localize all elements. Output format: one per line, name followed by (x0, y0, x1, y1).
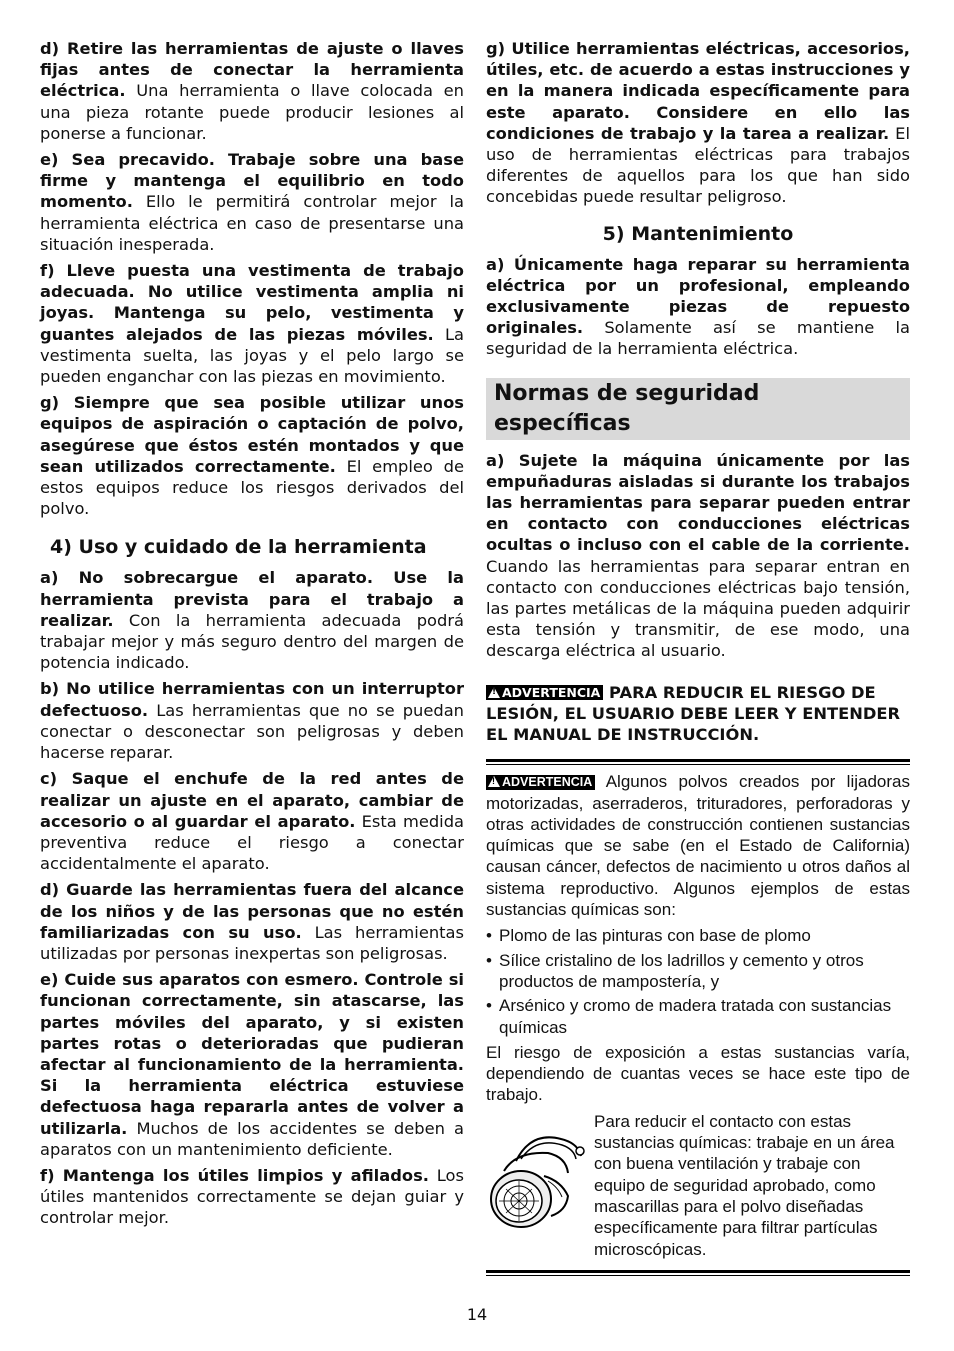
warning-chemicals-block (486, 771, 910, 1260)
item-5a: a) Únicamente haga reparar su herramienta eléctrica por un profesional, empleando exclusivamente piezas de repuesto originales. Solamente así se mantiene la seguridad de la herramienta eléctrica. (486, 254, 910, 359)
section-heading-4: 4) Uso y cuidado de la herramienta (50, 536, 427, 559)
item-4f: f) Mantenga los útiles limpios y afilados. Los útiles mantenidos correctamente se dejan guiar y controlar mejor. (40, 1165, 464, 1228)
warning-badge: !ADVERTENCIA (486, 685, 603, 700)
left-column (40, 38, 464, 1234)
divider-bottom-thin (486, 1275, 910, 1276)
divider-thin (486, 764, 910, 765)
section-heading-5: 5) Mantenimiento (602, 222, 794, 245)
item-specific-a: a) Sujete la máquina únicamente por las empuñaduras aisladas si durante los trabajos las herramientas para separar pueden entrar en contacto con conducciones eléctricas ocultas o incluso con el cable de la corriente. Cuando las herramientas para separar entran en contacto con conducciones eléctricas bajo tensión, las partes metálicas de la máquina pueden adquirir esta tensión y transmitir, de ese modo, una descarga eléctrica al usuario. (486, 450, 910, 661)
chemical-list (486, 925, 910, 1037)
item-4c: c) Saque el enchufe de la red antes de realizar un ajuste en el aparato, cambiar de accesorio o al guardar el aparato. Esta medida preventiva reduce el riesgo a conectar accidentalmente el aparato. (40, 769, 465, 874)
mask-instructions: Para reducir el contacto con estas sustancias químicas: trabaje en un área con buena ventilación y trabaje con equipo de seguridad aprobado, como mascarillas para el polvo diseñadas específicamente para filtrar partículas microscópicas. (594, 1111, 895, 1259)
divider-thick (486, 759, 910, 762)
item-f-vestimenta: f) Lleve puesta una vestimenta de trabajo adecuada. No utilice vestimenta amplia ni joyas. Mantenga su pelo, vestimenta y guantes alejados de las piezas móviles. La vestimenta suelta, las joyas y el pelo largo se pueden enganchar con las piezas en movimiento. (40, 261, 464, 387)
divider-bottom-thick (486, 1270, 910, 1273)
item-4b: b) No utilice herramientas con un interruptor defectuoso. Las herramientas que no se puedan conectar o desconectar son peligrosas y deben hacerse reparar. (40, 679, 464, 763)
list-item: • Sílice cristalino de los ladrillos y cemento y otros productos de mampostería, y (486, 950, 910, 993)
item-4d: d) Guarde las herramientas fuera del alcance de los niños y de las personas que no estén familiarizadas con su uso. Las herramientas utilizadas por personas inexpertas son peligrosas. (40, 880, 464, 963)
respirator-mask-icon (486, 1121, 586, 1231)
item-e-precavido: e) Sea precavido. Trabaje sobre una base firme y mantenga el equilibrio en todo momento. Ello le permitirá controlar mejor la herramienta eléctrica en caso de presentarse una situación inesperada. (40, 150, 464, 254)
list-item: • Plomo de las pinturas con base de plomo (486, 925, 910, 946)
section-banner: Normas de seguridad específicas (486, 378, 910, 440)
warning-read-manual: !ADVERTENCIA PARA REDUCIR EL RIESGO DE LESIÓN, EL USUARIO DEBE LEER Y ENTENDER EL MANUAL DE INSTRUCCIÓN. (486, 682, 910, 746)
warning-triangle-icon (488, 687, 500, 698)
item-d-retire: d) Retire las herramientas de ajuste o llaves fijas antes de conectar la herramienta eléctrica. Una herramienta o llave colocada en una pieza rotante puede producir lesiones al ponerse a funcionar. (40, 39, 464, 143)
list-item: • Arsénico y cromo de madera tratada con sustancias químicas (486, 995, 910, 1038)
item-4a: a) No sobrecargue el aparato. Use la herramienta prevista para el trabajo a realizar. Con la herramienta adecuada podrá trabajar mejor y más seguro dentro del margen de potencia indicado. (40, 568, 464, 673)
page-number: 14 (466, 1305, 488, 1324)
warning-chemicals: !ADVERTENCIA Algunos polvos creados por lijadoras motorizadas, aserraderos, trituradores, perforadoras y otras actividades de construcción contienen sustancias químicas que se sabe (en el Estado de California) causan cáncer, defectos de nacimiento u otros daños al sistema reproductivo. Algunos ejemplos de estas sustancias químicas son: (486, 771, 910, 920)
exposure-risk-text: El riesgo de exposición a estas sustancias varía, dependiendo de cuantas veces se hace este tipo de trabajo. (486, 1042, 910, 1105)
item-4e: e) Cuide sus aparatos con esmero. Controle si funcionan correctamente, sin atascarse, las partes móviles del aparato, y si existen partes rotas o deterioradas que pudieran afectar al funcionamiento de la herramienta. Si la herramienta eléctrica estuviese defectuosa haga repararla antes de volver a utilizarla. Muchos de los accidentes se deben a aparatos con un mantenimiento deficiente. (40, 970, 464, 1159)
warning-badge: !ADVERTENCIA (486, 775, 595, 790)
item-g-aspiracion: g) Siempre que sea posible utilizar unos equipos de aspiración o captación de polvo, asegúrese que éstos estén montados y que sean utilizados correctamente. El empleo de estos equipos reduce los riesgos derivados del polvo. (40, 393, 464, 519)
right-column (486, 38, 910, 1276)
item-g-utilice: g) Utilice herramientas eléctricas, accesorios, útiles, etc. de acuerdo a estas instrucciones y en la manera indicada específicamente para este aparato. Considere en ello las condiciones de trabajo y la tarea a realizar. El uso de herramientas eléctricas para trabajos diferentes de aquellos para los que han sido concebidas puede resultar peligroso. (486, 39, 910, 207)
mask-section (486, 1111, 910, 1260)
warning-triangle-icon (488, 776, 500, 787)
